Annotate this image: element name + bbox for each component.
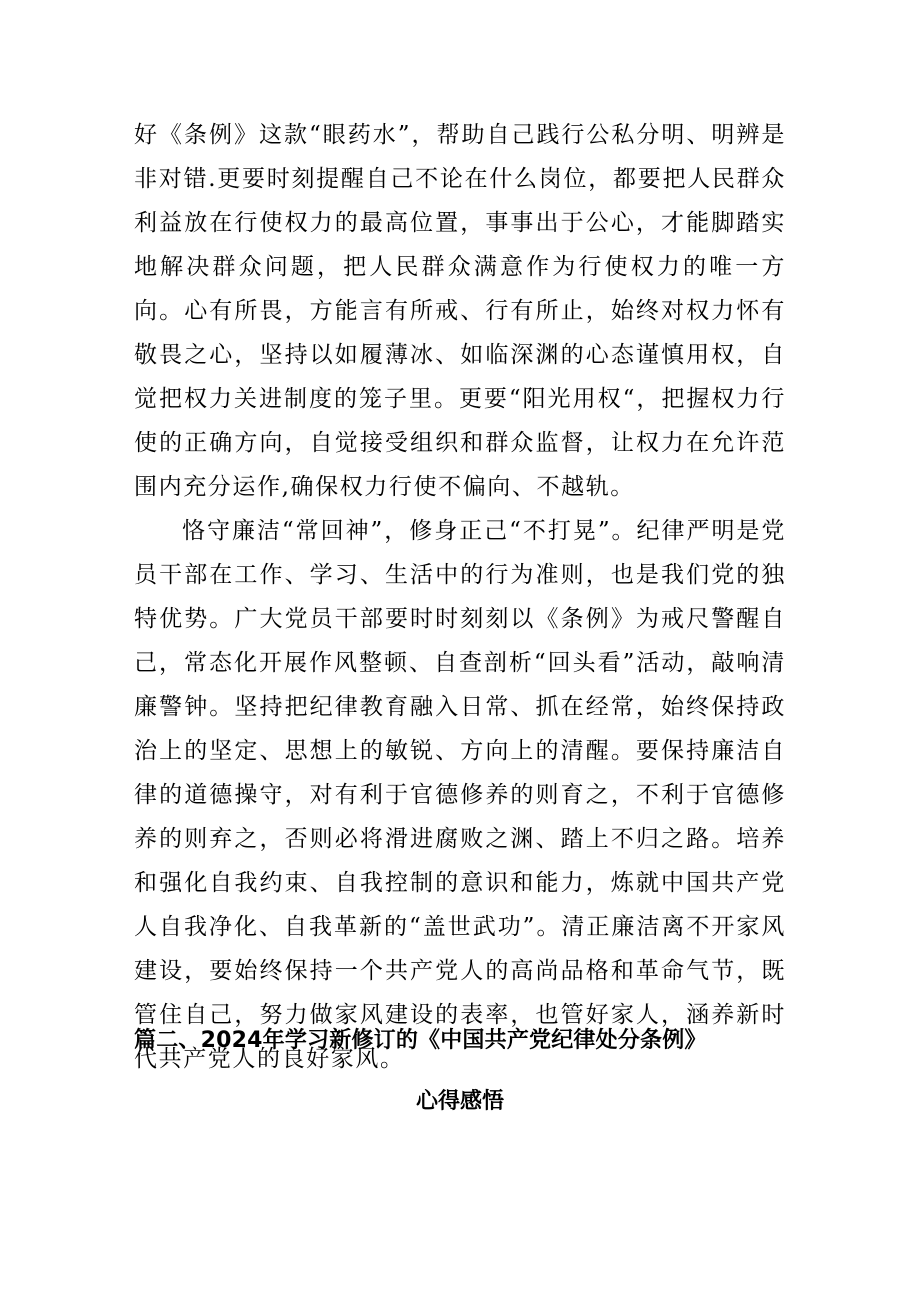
section-subheading: 心得感悟	[415, 1089, 504, 1114]
paragraph-integrity: 恪守廉洁“常回神”，修身正己“不打晃”。纪律严明是党员干部在工作、学习、生活中的行为准则，也是我们党的独特优势。广大党员干部要时时刻刻以《条例》为戒尺警醒自己，常态化开展作风整顿、自查剖析“回头看”活动，敲响清廉警钟。坚持把纪律教育融入日常、抓在经常，始终保持政治上的坚定、思想上的敏锐、方向上的清醒。要保持廉洁自律的道德操守，对有利于官德修养的则育之，不利于官德修养的则弃之，否则必将滑进腐败之渊、踏上不归之路。培养和强化自我约束、自我控制的意识和能力，炼就中国共产党人自我净化、自我革新的“盖世武功”。清正廉洁离不开家风建设，要始终保持一个共产党人的高尚品格和革命气节，既管住自己，努力做家风建设的表率，也管好家人，涵养新时代共产党人的良好家风。	[134, 518, 786, 1072]
section-heading: 篇二、2024年学习新修订的《中国共产党纪律处分条例》	[134, 1028, 707, 1053]
body-text	[134, 113, 786, 1081]
paragraph-continuation: 好《条例》这款“眼药水”，帮助自己践行公私分明、明辨是非对错.更要时刻提醒自己不论在什么岗位，都要把人民群众利益放在行使权力的最高位置，事事出于公心，才能脚踏实地解决群众问题，把人民群众满意作为行使权力的唯一方向。心有所畏，方能言有所戒、行有所止，始终对权力怀有敬畏之心，坚持以如履薄冰、如临深渊的心态谨慎用权，自觉把权力关进制度的笼子里。更要“阳光用权“，把握权力行使的正确方向，自觉接受组织和群众监督，让权力在允许范围内充分运作,确保权力行使不偏向、不越轨。	[134, 122, 786, 500]
